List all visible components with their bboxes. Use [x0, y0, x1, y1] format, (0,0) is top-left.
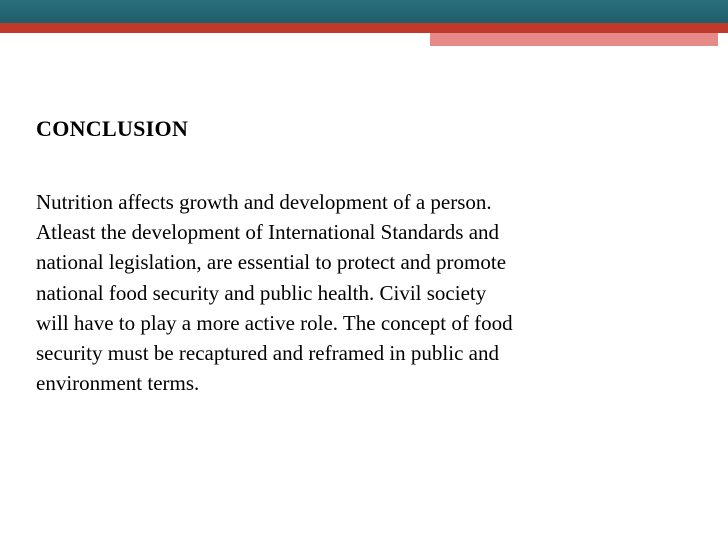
- body-line: national food security and public health. Civil society: [36, 280, 487, 305]
- body-line: national legislation, are essential to protect and promote: [36, 250, 507, 275]
- header-band-red: [0, 23, 728, 33]
- slide-title: CONCLUSION: [36, 116, 189, 141]
- header-band-pink: [430, 33, 728, 46]
- body-line: environment terms.: [36, 371, 200, 396]
- header-band-teal: [0, 0, 728, 23]
- body-line: security must be recaptured and reframed in public and: [36, 341, 499, 366]
- body-line: will have to play a more active role. The concept of food: [36, 310, 513, 335]
- slide-body: [36, 187, 696, 398]
- body-line: Nutrition affects growth and development of a person.: [36, 190, 492, 214]
- slide-content: [36, 114, 696, 398]
- body-line: Atleast the development of International Standards and: [36, 220, 500, 245]
